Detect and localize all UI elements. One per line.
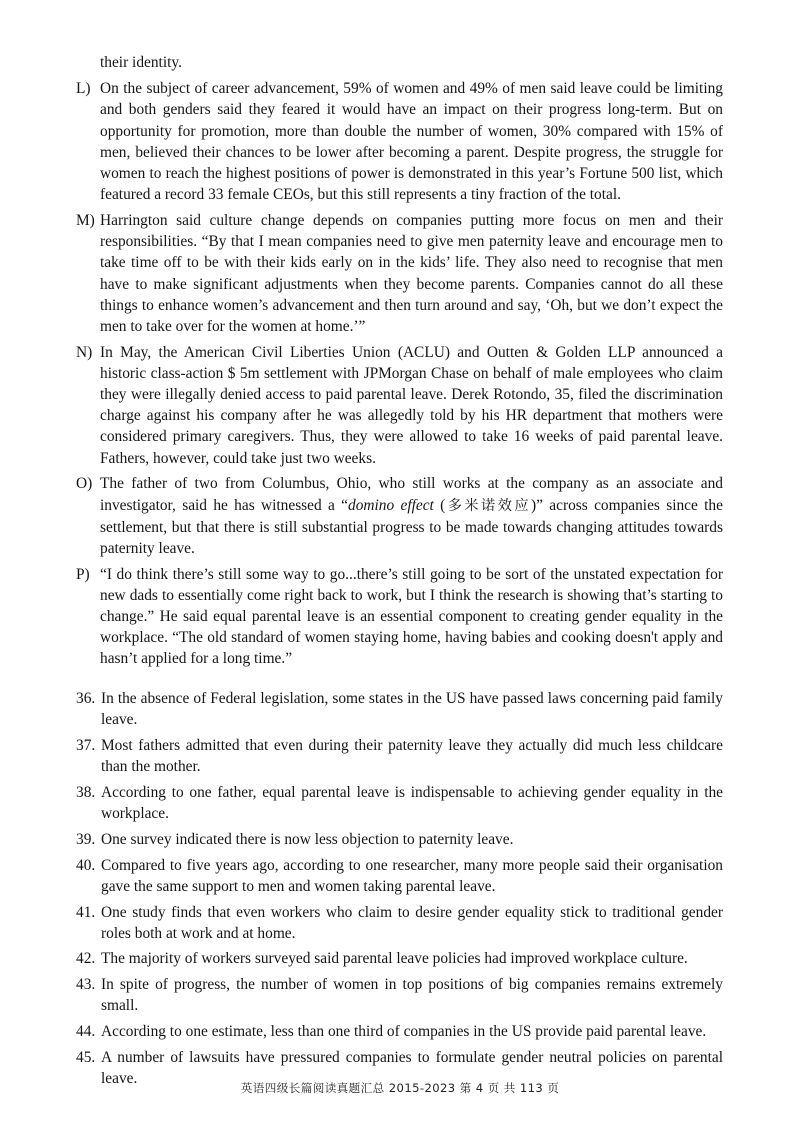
numbered-statement: [76, 1021, 723, 1042]
numbered-statement-list: [76, 688, 723, 1089]
footer-page-unit: 页: [487, 1081, 500, 1095]
statement-text: The majority of workers surveyed said parental leave policies had improved workplace culture.: [101, 950, 688, 968]
statement-text: In the absence of Federal legislation, some states in the US have passed laws concerning paid family leave.: [101, 690, 723, 729]
lettered-paragraph-list: [76, 78, 723, 669]
footer-year-range: 2015-2023: [388, 1081, 456, 1095]
statement-text: According to one estimate, less than one third of companies in the US provide paid parental leave.: [101, 1023, 707, 1041]
paragraph-label: O): [76, 475, 93, 493]
paragraph-text: In May, the American Civil Liberties Union (ACLU) and Outten & Golden LLP announced a historic class-action $ 5m settlement with JPMorgan Chase on behalf of male employees who claim they were illegally denied access to paid parental leave. Derek Rotondo, 35, filed the discrimination charge against his company after he was allegedly told by his HR department that mothers were considered primary caregivers. Thus, they were allowed to take 16 weeks of paid parental leave. Fathers, however, could take just two weeks.: [100, 343, 723, 467]
statement-number: 45.: [76, 1048, 96, 1066]
lettered-paragraph: [76, 210, 723, 337]
lettered-paragraph: [76, 78, 723, 205]
footer-page-number: 4: [475, 1081, 484, 1095]
statement-text: One survey indicated there is now less objection to paternity leave.: [101, 830, 514, 848]
statement-number: 44.: [76, 1023, 96, 1041]
footer-title: 英语四级长篇阅读真题汇总: [240, 1081, 385, 1095]
statement-text: According to one father, equal parental leave is indispensable to achieving gender equality in the workplace.: [101, 784, 723, 823]
numbered-statement: [76, 735, 723, 777]
paragraph-text: “I do think there’s still some way to go...there’s still going to be sort of the unstated expectation for new dads to essentially come right back to work, but I think the research is showing that’s starting to change.” He said equal parental leave is an essential component to creating gender equality in the workplace. “The old standard of women staying home, having babies and cooking doesn't apply and hasn’t applied for a long time.”: [100, 565, 723, 668]
paragraph-text: On the subject of career advancement, 59% of women and 49% of men said leave could be limiting and both genders said they feared it would have an impact on their progress long-term. But on opportunity for promotion, more than double the number of women, 30% compared with 15% of men, believed their chances to be lower after becoming a parent. Despite progress, the struggle for women to reach the highest positions of power is demonstrated in this year’s Fortune 500 list, which featured a record 33 female CEOs, but this still represents a tiny fraction of the total.: [100, 80, 723, 204]
text-run: )” across companies since the settlement, but that there is still substantial progress to be made towards changing attitudes towards paternity leave.: [100, 496, 723, 557]
lettered-paragraph: [76, 473, 723, 559]
footer-total-number: 113: [519, 1081, 544, 1095]
statement-text: A number of lawsuits have pressured companies to formulate gender neutral policies on parental leave.: [101, 1048, 723, 1087]
statement-number: 42.: [76, 950, 96, 968]
numbered-statement: [76, 974, 723, 1016]
text-run: The father of two from Columbus, Ohio, who still works at the company as an associate and investigator, said he has witnessed a “: [100, 475, 723, 514]
statement-number: 36.: [76, 690, 96, 708]
statement-number: 39.: [76, 830, 96, 848]
paragraph-label: N): [76, 343, 93, 361]
statement-number: 41.: [76, 903, 96, 921]
footer-total-prefix: 共: [503, 1081, 516, 1095]
paragraph-label: L): [76, 80, 91, 98]
italic-term: domino effect: [348, 496, 434, 514]
text-run: (: [433, 496, 446, 514]
statement-number: 37.: [76, 737, 96, 755]
numbered-statement: [76, 948, 723, 969]
paragraph-text: [100, 473, 723, 559]
section-spacer: [76, 674, 723, 688]
numbered-statement: [76, 688, 723, 730]
paragraph-label: P): [76, 565, 90, 583]
chinese-gloss: 多米诺效应: [445, 497, 532, 514]
statement-text: One study finds that even workers who claim to desire gender equality stick to traditional gender roles both at work and at home.: [101, 903, 723, 942]
numbered-statement: [76, 855, 723, 897]
footer-page-prefix: 第: [459, 1081, 472, 1095]
paragraph-label: M): [76, 211, 95, 229]
numbered-statement: [76, 782, 723, 824]
statement-number: 43.: [76, 976, 96, 994]
numbered-statement: [76, 829, 723, 850]
statement-text: In spite of progress, the number of women in top positions of big companies remains extremely small.: [101, 976, 723, 1015]
lettered-paragraph: [76, 564, 723, 670]
statement-number: 40.: [76, 856, 96, 874]
lettered-paragraph: [76, 342, 723, 469]
statement-text: Most fathers admitted that even during their paternity leave they actually did much less childcare than the mother.: [101, 737, 723, 776]
continued-paragraph-line: their identity.: [100, 54, 182, 71]
paragraph-text: Harrington said culture change depends on companies putting more focus on men and their responsibilities. “By that I mean companies need to give men paternity leave and encourage men to take time off to be with their kids early on in the kids’ life. They also need to recognise that men have to make significant adjustments when they become parents. Companies cannot do all these things to enhance women’s advancement and then turn around and say, ‘Oh, but we don’t expect the men to take over for the women at home.’”: [100, 211, 723, 335]
footer-total-unit: 页: [547, 1081, 560, 1095]
numbered-statement: [76, 902, 723, 944]
statement-text: Compared to five years ago, according to one researcher, many more people said their organisation gave the same support to men and women taking parental leave.: [101, 856, 723, 895]
statement-number: 38.: [76, 784, 96, 801]
page-footer: [0, 1080, 800, 1096]
